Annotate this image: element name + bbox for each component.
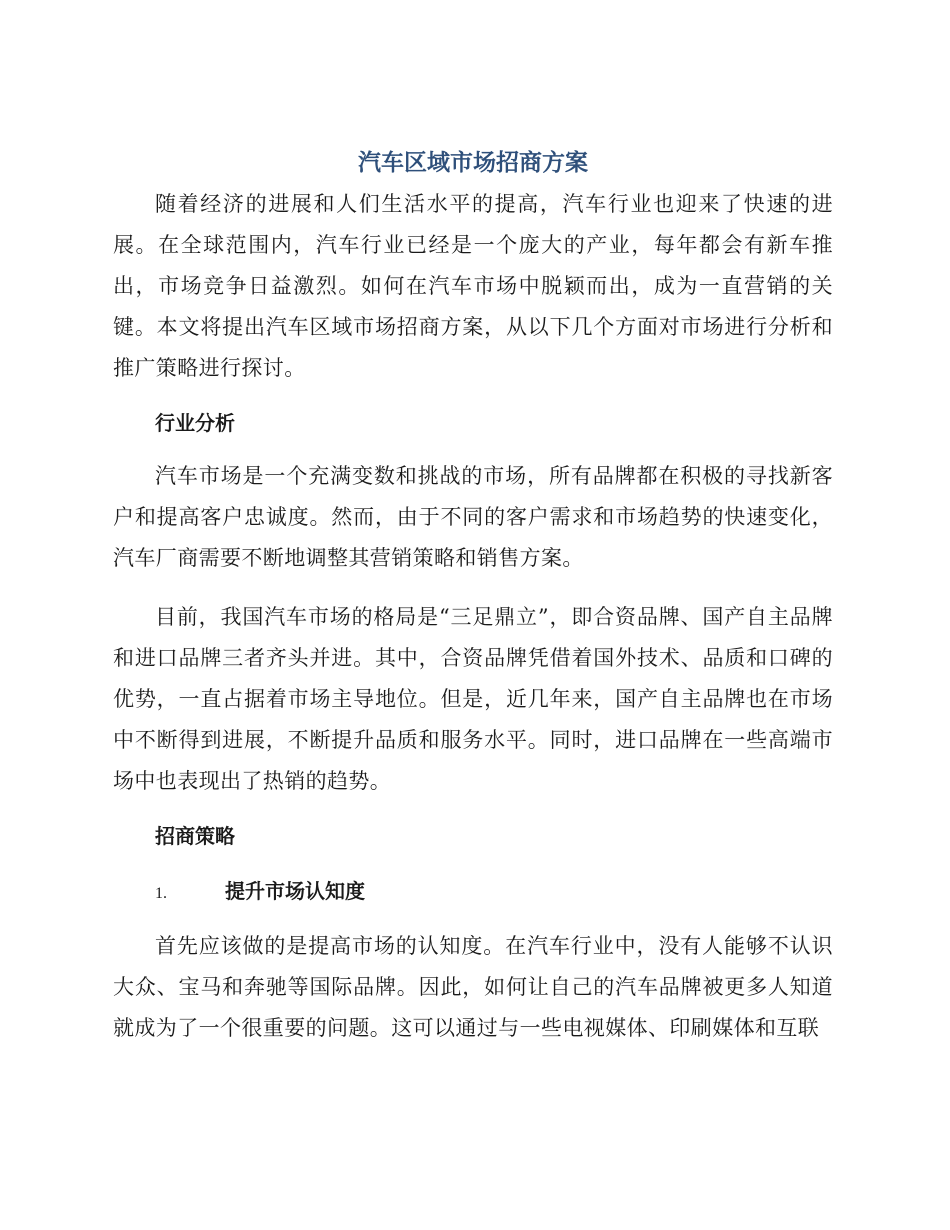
industry-paragraph-2: 目前，我国汽车市场的格局是“三足鼎立”，即合资品牌、国产自主品牌和进口品牌三者齐头并进。其中，合资品牌凭借着国外技术、品质和口碑的优势，一直占据着市场主导地位。但是，近几年来，国产自主品牌也在市场中不断得到进展，不断提升品质和服务水平。同时，进口品牌在一些高端市场中也表现出了热销的趋势。 (113, 605, 833, 793)
numbered-heading-awareness (155, 871, 833, 914)
section-heading-industry-analysis: 行业分析 (155, 411, 235, 435)
strategy-paragraph-1: 首先应该做的是提高市场的认知度。在汽车行业中，没有人能够不认识大众、宝马和奔驰等国际品牌。因此，如何让自己的汽车品牌被更多人知道就成为了一个很重要的问题。这可以通过与一些电视媒体、印刷媒体和互联 (113, 934, 833, 1040)
section-heading-strategy: 招商策略 (155, 824, 235, 848)
intro-paragraph: 随着经济的进展和人们生活水平的提高，汽车行业也迎来了快速的进展。在全球范围内，汽车行业已经是一个庞大的产业，每年都会有新车推出，市场竞争日益激烈。如何在汽车市场中脱颖而出，成为一直营销的关键。本文将提出汽车区域市场招商方案，从以下几个方面对市场进行分析和推广策略进行探讨。 (113, 192, 833, 380)
industry-paragraph-1: 汽车市场是一个充满变数和挑战的市场，所有品牌都在积极的寻找新客户和提高客户忠诚度。然而，由于不同的客户需求和市场趋势的快速变化，汽车厂商需要不断地调整其营销策略和销售方案。 (113, 464, 833, 570)
document-page (113, 146, 833, 1049)
list-heading-text: 提升市场认知度 (225, 879, 365, 903)
list-number: 1. (155, 885, 167, 902)
document-title: 汽车区域市场招商方案 (358, 150, 588, 176)
